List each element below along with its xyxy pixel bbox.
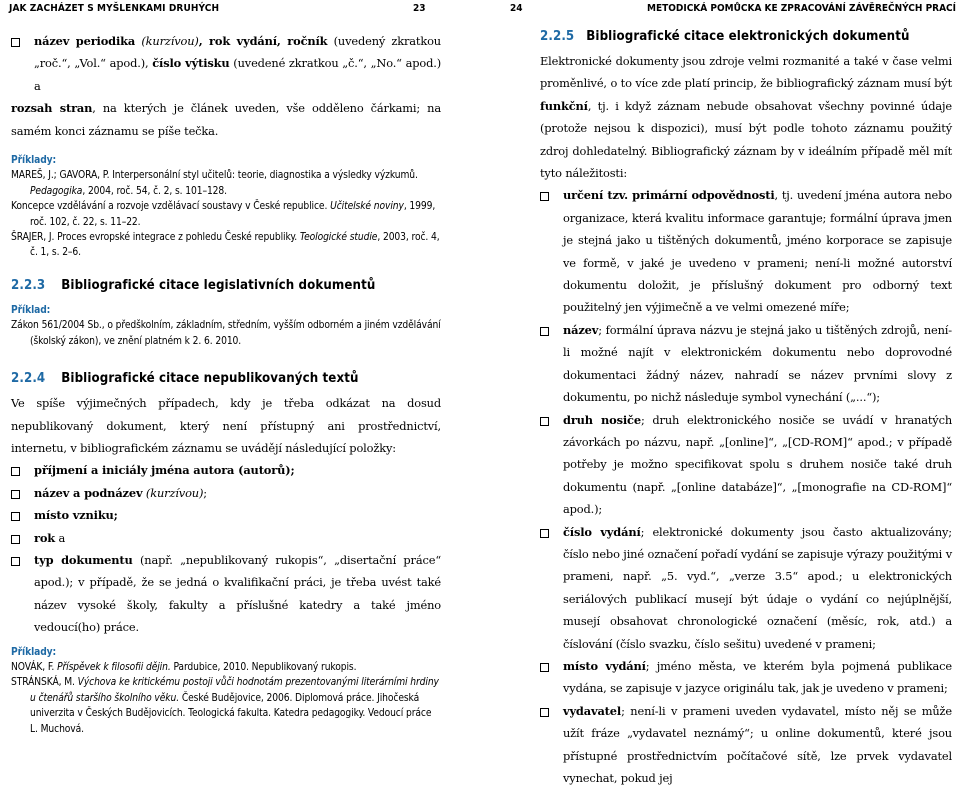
section-heading <box>540 29 952 44</box>
section-title: Bibliografické citace nepublikovaných textů <box>61 371 359 387</box>
intro-paragraph: Ve spíše výjimečných případech, kdy je třeba odkázat na dosud nepublikovaný dokument, který není přístupný ani prostřednictví, internetu, v bibliografickém záznamu se uvádějí následující položky: <box>11 396 441 455</box>
ref-text: České Budějovice, 2006. Diplomová práce. Jihočeská univerzita v Českých Budějovicích. Teologická fakulta. Katedra pedagogiky. Vedoucí práce L. Muchová. <box>30 692 432 735</box>
ref-italic: Pedagogika <box>30 185 83 197</box>
checkbox-bullet-icon <box>11 490 20 499</box>
ref-italic: Učitelské noviny <box>330 201 404 213</box>
examples-label: Příklady: <box>11 155 57 167</box>
item-text: a <box>55 530 66 545</box>
list-item <box>540 319 952 409</box>
list-item <box>540 184 952 318</box>
list-item <box>540 700 952 789</box>
checkbox-bullet-icon <box>11 38 20 47</box>
section-heading <box>11 371 441 386</box>
checkbox-bullet-icon <box>11 512 20 521</box>
item-bold: určení tzv. primární odpovědnosti <box>563 188 775 203</box>
ref-text: Pardubice, 2010. Nepublikovaný rukopis. <box>170 661 357 673</box>
section-heading <box>11 278 441 293</box>
item-bold: místo vydání <box>563 658 646 673</box>
item-bold: číslo vydání <box>563 524 641 539</box>
checkbox-bullet-icon <box>11 535 20 544</box>
list-item-continuation <box>11 97 441 142</box>
item-bold: rozsah stran <box>11 101 93 116</box>
ref-text: Koncepce vzdělávání a rozvoje vzdělávací soustavy v České republice. <box>11 201 331 213</box>
right-running-header <box>480 0 960 22</box>
right-header-title: METODICKÁ POMŮCKA KE ZPRACOVÁNÍ ZÁVĚREČNÝCH PRACÍ <box>647 3 956 14</box>
list-item <box>11 482 441 504</box>
right-page <box>480 0 960 785</box>
list-item <box>11 549 441 639</box>
checkbox-bullet-icon <box>540 529 549 538</box>
list-item <box>11 30 441 97</box>
item-text: ; formální úprava názvu je stejná jako u tištěných zdrojů, není-li možné najít v elektronickém dokumentu nebo doprovodné dokumentaci žádný název, nahradí se název prvními slovy z dokumentu, po nichž následuje symbol vynechání („...“); <box>563 322 952 405</box>
item-bold: typ dokumentu <box>34 552 133 567</box>
examples-block <box>11 645 441 737</box>
para-bold: funkční <box>540 98 588 113</box>
section-number: 2.2.5 <box>540 29 575 44</box>
left-page <box>0 0 480 735</box>
ref-italic: Příspěvek k filosofii dějin. <box>57 661 171 673</box>
item-text: ; elektronické dokumenty jsou často aktualizovány; číslo nebo jiné označení pořadí vydání se zapisuje výrazy použitými v prameni, např. „5. vyd.“, „verze 3.5“ apod.; u elektronických seriálových publikací musejí být údaje o vydání co nejúplnější, musejí obsahovat chronologické označení (měsíc, rok, atd.) a číslování (číslo svazku, číslo sešitu) uvedené v prameni; <box>563 524 952 651</box>
list-item <box>11 527 441 549</box>
legal-example-block <box>11 303 441 349</box>
item-italic: (kurzívou) <box>145 485 204 500</box>
checkbox-bullet-icon <box>11 467 20 476</box>
list-item <box>11 459 441 481</box>
legal-reference: Zákon 561/2004 Sb., o předškolním, základním, středním, vyšším odborném a jiném vzdělávání (školský zákon), ve znění platném k 2. 6. 2010. <box>11 320 441 347</box>
list-item <box>540 655 952 700</box>
section-number: 2.2.4 <box>11 371 46 387</box>
item-bold: název a podnázev <box>34 485 143 500</box>
checkbox-bullet-icon <box>540 663 549 672</box>
section-number: 2.2.3 <box>11 277 46 293</box>
ref-text: ŠRAJER, J. Proces evropské integrace z pohledu České republiky. <box>11 232 300 244</box>
item-text: ; <box>203 485 207 500</box>
ref-text: NOVÁK, F. <box>11 661 58 673</box>
section-title: Bibliografické citace elektronických dokumentů <box>586 29 910 44</box>
left-page-number: 23 <box>413 3 426 14</box>
item-bold: název periodika <box>34 34 136 48</box>
checkbox-bullet-icon <box>540 417 549 426</box>
para-text: Elektronické dokumenty jsou zdroje velmi rozmanité a také v čase velmi proměnlivé, o to více zde platí princip, že bibliografický záznam musí být <box>540 54 952 91</box>
item-text: (např. „nepublikovaný rukopis“, „disertační práce“ apod.); v případě, že se jedná o kvalifikační práci, je třeba uvést také název vysoké školy, fakulty a příslušné katedry a také jméno vedoucí(ho) práce. <box>34 552 441 635</box>
reference-entry <box>11 230 441 261</box>
item-italic: (kurzívou) <box>141 34 199 48</box>
left-header-title: JAK ZACHÁZET S MYŠLENKAMI DRUHÝCH <box>9 3 220 14</box>
item-text: ; jméno města, ve kterém byla pojmená publikace vydána, se zapisuje v jazyce originálu tak, jak je uvedeno v prameni; <box>563 658 952 696</box>
reference-entry <box>11 199 441 230</box>
list-item <box>540 409 952 521</box>
item-bold: vydavatel <box>563 703 622 718</box>
reference-entry <box>11 168 441 199</box>
item-bold: rok <box>34 530 56 545</box>
ref-text: MAREŠ, J.; GAVORA, P. Interpersonální styl učitelů: teorie, diagnostika a výsledky výzkumů. <box>11 170 418 182</box>
right-page-number: 24 <box>510 3 523 14</box>
example-label: Příklad: <box>11 304 51 316</box>
right-column <box>540 29 952 789</box>
reference-entry <box>11 660 441 675</box>
item-text: (uvedený zkratkou „roč.“, „Vol.“ apod.), <box>34 34 441 71</box>
ref-text: , 1999, roč. 102, č. 22, s. 11–22. <box>30 201 436 228</box>
list-item <box>11 504 441 526</box>
checkbox-bullet-icon <box>11 557 20 566</box>
item-bold: , rok vydání, ročník <box>198 34 328 48</box>
item-bold: místo vzniku; <box>34 508 118 523</box>
ref-italic: Výchova ke kritickému postoji vůči hodnotám prezentovanými literárními hrdiny u čtenářů staršího školního věku. <box>30 677 439 704</box>
item-bold: název <box>563 322 599 337</box>
ref-italic: Teologické studie <box>299 232 378 244</box>
item-text: ; druh elektronického nosiče se uvádí v hranatých závorkách po názvu, např. „[online]“, „[CD-ROM]“ apod.; v případě potřeby je možno specifikovat spolu s druhem nosiče také druh dokumentu (např. „[online databáze]“, „[monografie na CD-ROM]“ apod.); <box>563 412 952 517</box>
item-bold: příjmení a iniciály jména autora (autorů); <box>34 463 295 478</box>
item-bold: druh nosiče <box>563 412 641 427</box>
para-text: , tj. i když záznam nebude obsahovat všechny povinné údaje (protože nejsou k dispozici), musí být podle tohoto záznamu použitý zdroj dohledatelný. Bibliografický záznam by v ideálním případě měl mít tyto náležitosti: <box>540 98 952 181</box>
item-text: ; není-li v prameni uveden vydavatel, místo něj se může užít fráze „vydavatel neznámý“; u online dokumentů, které jsou přístupné prostřednictvím počítačové sítě, lze prvek vydavatel vynechat, pokud jej <box>563 703 952 785</box>
item-text: (uvedené zkratkou „č.“, „No.“ apod.) a <box>34 56 441 93</box>
section-title: Bibliografické citace legislativních dokumentů <box>61 277 376 293</box>
left-column <box>11 30 441 737</box>
ref-text: STRÁNSKÁ, M. <box>11 677 78 689</box>
checkbox-bullet-icon <box>540 192 549 201</box>
reference-entry <box>11 675 441 737</box>
list-item <box>540 521 952 655</box>
item-text: , na kterých je článek uveden, vše odděleno čárkami; na samém konci záznamu se píše tečka. <box>11 101 442 138</box>
checkbox-bullet-icon <box>540 708 549 717</box>
intro-paragraph <box>540 50 952 184</box>
item-bold: číslo výtisku <box>152 56 230 71</box>
examples-block <box>11 153 441 261</box>
examples-label: Příklady: <box>11 646 57 658</box>
ref-text: , 2003, roč. 4, č. 1, s. 2–6. <box>30 232 440 259</box>
item-text: , tj. uvedení jména autora nebo organizace, která kvalitu informace garantuje; formální úprava jmen je stejná jako u tištěných dokumentů, jméno korporace se zapisuje ve formě, v jaké je uvedeno v prameni; není-li možné autorství dokumentu doložit, je příslušný dokument pro odborný text použitelný jen výjimečně a ve velmi omezené míře; <box>563 188 952 315</box>
ref-text: , 2004, roč. 54, č. 2, s. 101–128. <box>82 185 227 197</box>
checkbox-bullet-icon <box>540 327 549 336</box>
left-running-header <box>0 0 480 22</box>
